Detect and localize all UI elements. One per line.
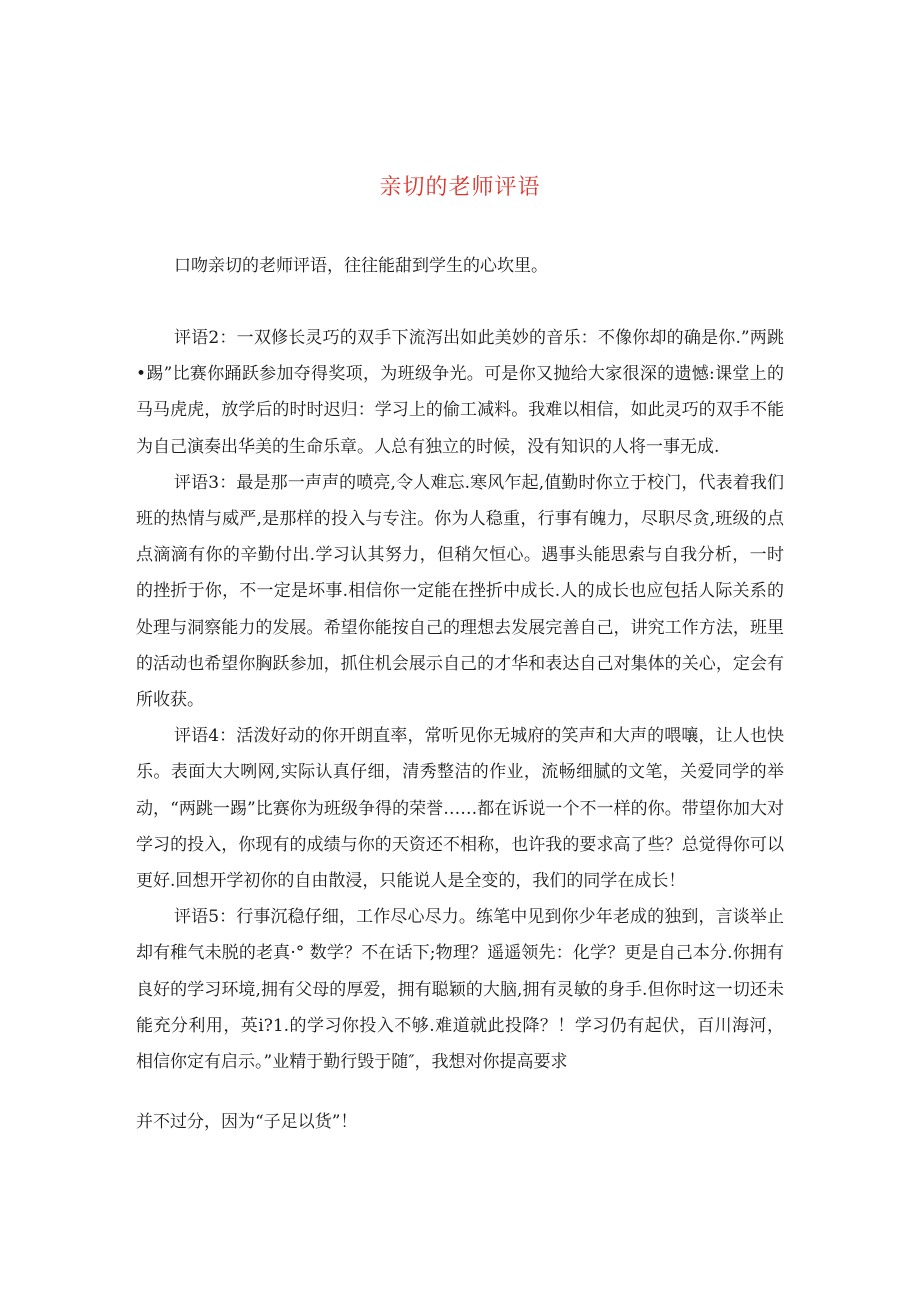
closing-line: 并不过分，因为“子足以货”！ [136, 1112, 358, 1132]
comment-paragraph-4: 评语4：活泼好动的你开朗直率，常听见你无城府的笑声和大声的喂嚷，让人也快乐。表面大大咧网,实际认真仔细，清秀整洁的作业，流畅细腻的文笔，关爱同学的举动，“两跳一踢”比赛你为班级争得的荣誉……都在诉说一个不一样的你。带望你加大对学习的投入，你现有的成绩与你的天资还不相称，也许我的要求高了些？总觉得你可以更好.回想开学初你的自由散浸，只能说人是全变的，我们的同学在成长！ [136, 726, 784, 892]
comment-paragraph-5: 评语5：行事沉稳仔细，工作尽心尽力。练笔中见到你少年老成的独到，言谈举止却有稚气未脱的老真·° 数学？不在话下;物理？遥遥领先：化学？更是自己本分.你拥有良好的学习环境,拥有父母的厚爱，拥有聪颖的大脑,拥有灵敏的身手.但你时这一切还未能充分利用，英i?1.的学习你投入不够.难道就此投降？！学习仍有起伏，百川海河，相信你定有启示。”业精于勤行毁于随″，我想对你提高要求 [136, 907, 784, 1073]
comment-paragraph-2: 评语2：一双修长灵巧的双手下流泻出如此美妙的音乐：不像你却的确是你.”两跳•踢”比赛你踊跃参加夺得奖项，为班级争光。可是你又抛给大家很深的遗憾:课堂上的马马虎虎，放学后的时时迟归：学习上的偷工减料。我难以相信，如此灵巧的双手不能为自己演奏出华美的生命乐章。人总有独立的时候，没有知识的人将一事无成. [136, 328, 784, 457]
document-title: 亲切的老师评语 [379, 175, 541, 200]
intro-line: 口吻亲切的老师评语，往往能甜到学生的心坎里。 [174, 256, 548, 276]
comment-paragraph-3: 评语3：最是那一声声的喷亮,令人难忘.寒风乍起,值勤时你立于校门，代表着我们班的热情与威严,是那样的投入与专注。你为人稳重，行事有魄力，尽职尽贪,班级的点点滴滴有你的辛勤付出.学习认其努力，但稍欠恒心。遇事头能思索与自我分析，一时的挫折于你，不一定是坏事.相信你一定能在挫折中成长.人的成长也应包括人际关系的处理与洞察能力的发展。希望你能按自己的理想去发展完善自己，讲究工作方法，班里的活动也希望你胸跃参加，抓住机会展示自己的才华和表达自己对集体的关心，定会有所收获。 [136, 472, 784, 711]
comments-body [136, 320, 784, 1080]
